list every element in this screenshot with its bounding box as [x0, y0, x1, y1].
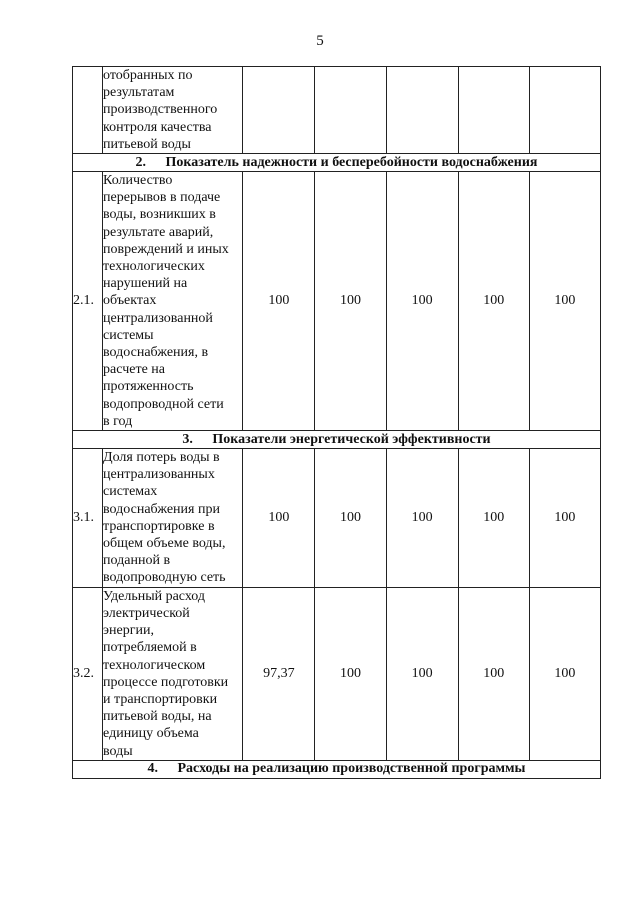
table-row: [73, 67, 601, 154]
description-line: водоснабжения при: [103, 501, 220, 517]
page-number: 5: [316, 33, 324, 49]
value-cell-4: [458, 67, 529, 154]
value-cell-2: 100: [315, 449, 386, 588]
description-line: транспортировке в: [103, 518, 215, 534]
description-line: повреждений и иных: [103, 241, 229, 257]
section-row: [73, 431, 601, 449]
description-line: в год: [103, 413, 133, 429]
description-line: водопроводную сеть: [103, 570, 226, 586]
row-number-cell: 3.1.: [73, 449, 103, 588]
row-number-cell: 3.2.: [73, 587, 103, 760]
section-title: Показатели энергетической эффективности: [212, 431, 491, 447]
description-line: системах: [103, 484, 158, 500]
description-line: питьевой воды, на: [103, 709, 212, 725]
description-line: единицу объема: [103, 726, 199, 742]
value-cell-5: 100: [529, 449, 600, 588]
description-line: воды, возникших в: [103, 207, 216, 223]
description-line: технологических: [103, 259, 205, 275]
table-row: [73, 172, 601, 431]
row-number-cell: [73, 67, 103, 154]
value-cell-2: [315, 67, 386, 154]
description-line: Удельный расход: [103, 588, 206, 604]
value-cell-4: 100: [458, 587, 529, 760]
indicator-description-cell: [103, 587, 243, 760]
indicators-table: [72, 66, 601, 779]
value-cell-4: 100: [458, 172, 529, 431]
table-row: [73, 587, 601, 760]
description-line: Доля потерь воды в: [103, 450, 220, 466]
description-line: системы: [103, 327, 154, 343]
description-line: отобранных по: [103, 68, 193, 83]
section-header-cell: [73, 760, 601, 778]
section-number: 2.: [135, 154, 147, 170]
description-line: Количество: [103, 173, 173, 189]
section-row: [73, 760, 601, 778]
description-line: расчете на: [103, 362, 165, 378]
table-body: [73, 67, 601, 779]
row-number-cell: 2.1.: [73, 172, 103, 431]
indicator-description-cell: [103, 67, 243, 154]
value-cell-5: 100: [529, 587, 600, 760]
description-line: централизованной: [103, 310, 213, 326]
indicator-description-cell: [103, 449, 243, 588]
description-line: потребляемой в: [103, 640, 197, 656]
description-line: контроля качества: [103, 119, 212, 135]
description-line: протяженность: [103, 379, 194, 395]
description-line: воды: [103, 743, 133, 759]
value-cell-3: 100: [386, 587, 458, 760]
description-line: результате аварий,: [103, 224, 214, 240]
value-cell-2: 100: [315, 587, 386, 760]
description-line: питьевой воды: [103, 136, 191, 152]
value-cell-2: 100: [315, 172, 386, 431]
value-cell-1: 97,37: [243, 587, 315, 760]
value-cell-1: 100: [243, 172, 315, 431]
section-number: 3.: [182, 431, 193, 447]
description-line: результатам: [103, 85, 175, 101]
value-cell-5: [529, 67, 600, 154]
value-cell-3: 100: [386, 172, 458, 431]
description-line: электрической: [103, 605, 190, 621]
description-line: производственного: [103, 102, 218, 118]
value-cell-3: [386, 67, 458, 154]
value-cell-3: 100: [386, 449, 458, 588]
description-line: водоснабжения, в: [103, 345, 209, 361]
section-number: 4.: [147, 761, 158, 777]
description-line: нарушений на: [103, 276, 188, 292]
description-line: общем объеме воды,: [103, 536, 226, 552]
description-line: технологическом: [103, 657, 206, 673]
description-line: поданной в: [103, 553, 171, 569]
section-row: [73, 154, 601, 172]
table-row: [73, 449, 601, 588]
description-line: энергии,: [103, 623, 154, 639]
section-title: Показатель надежности и бесперебойности водоснабжения: [165, 154, 538, 170]
indicator-description-cell: [103, 172, 243, 431]
value-cell-1: 100: [243, 449, 315, 588]
value-cell-5: 100: [529, 172, 600, 431]
description-line: процессе подготовки: [103, 674, 229, 690]
section-title: Расходы на реализацию производственной программы: [177, 761, 526, 777]
description-line: перерывов в подаче: [103, 190, 221, 206]
description-line: централизованных: [103, 467, 215, 483]
description-line: и транспортировки: [103, 691, 218, 707]
section-header-cell: [73, 431, 601, 449]
value-cell-1: [243, 67, 315, 154]
value-cell-4: 100: [458, 449, 529, 588]
description-line: объектах: [103, 293, 157, 309]
description-line: водопроводной сети: [103, 396, 224, 412]
section-header-cell: [73, 154, 601, 172]
